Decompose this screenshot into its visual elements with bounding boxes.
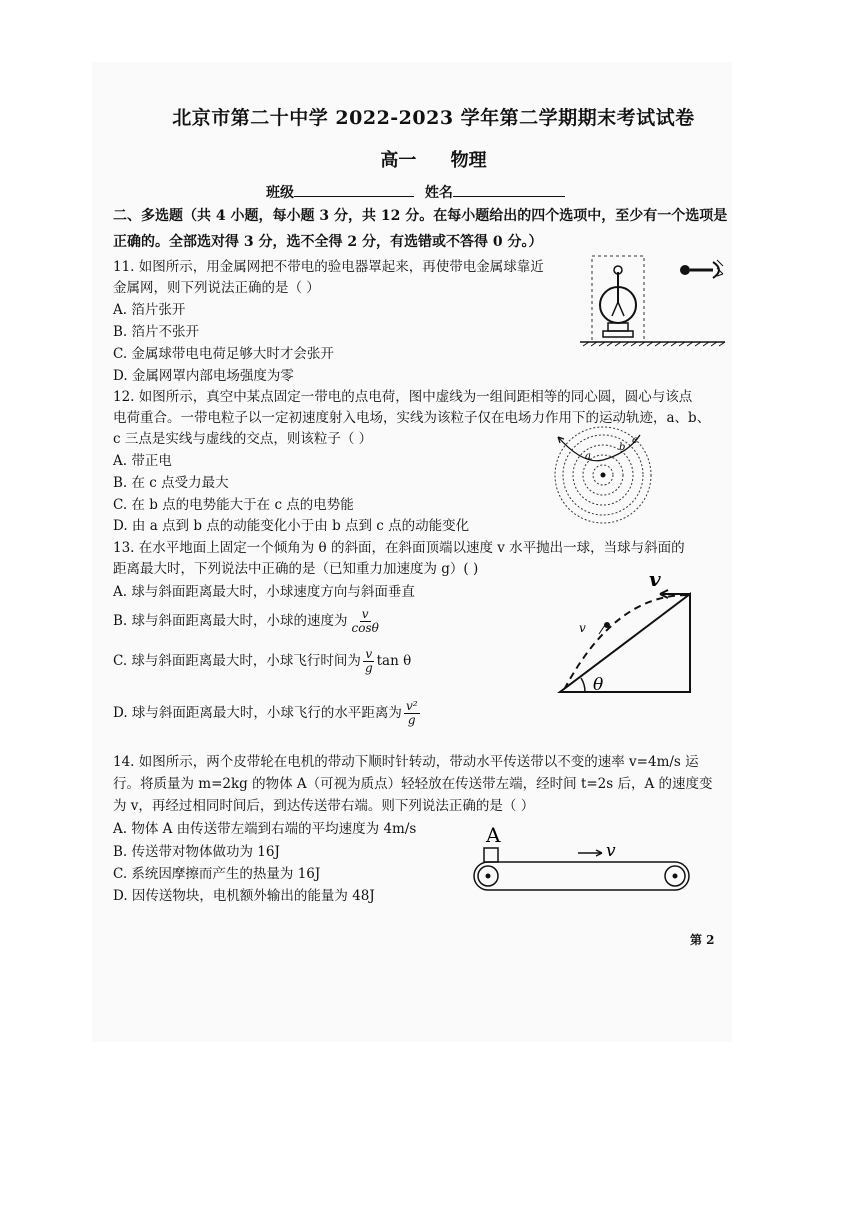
q12-option-b: B. 在 c 点受力最大	[113, 475, 229, 491]
fraction-denominator: g	[407, 713, 416, 728]
q14-block-label: A	[486, 823, 501, 847]
q14-option-c: C. 系统因摩擦而产生的热量为 16J	[113, 866, 321, 882]
q12-stem-line2: 电荷重合。一带电粒子以一定初速度射入电场，实线为该粒子仅在电场力作用下的运动轨迹，a、b、	[113, 410, 711, 426]
q13-option-b-text: B. 球与斜面距离最大时，小球的速度为	[113, 613, 348, 630]
point-c-label: c	[632, 435, 638, 446]
q11-electroscope-figure	[575, 250, 730, 355]
q12-option-d: D. 由 a 点到 b 点的动能变化小于由 b 点到 c 点的动能变化	[113, 518, 470, 534]
q13-theta-label: θ	[593, 675, 604, 695]
q13-velocity-label: v	[649, 570, 661, 591]
q13-stem-line1: 13. 在水平地面上固定一个倾角为 θ 的斜面，在斜面顶端以速度 v 水平抛出一球，当球与斜面的	[113, 540, 685, 556]
q14-stem-line3: 为 v，再经过相同时间后，到达传送带右端。则下列说法正确的是（ ）	[113, 798, 535, 814]
grade-label: 高一	[380, 150, 417, 171]
fraction-numerator: v	[361, 607, 369, 621]
subject-label: 物理	[450, 150, 487, 171]
name-blank[interactable]	[453, 182, 565, 197]
q13-option-d-fraction	[404, 700, 420, 727]
q13-stem-line2: 距离最大时，下列说法中正确的是（已知重力加速度为 g）( )	[113, 561, 479, 577]
q11-stem-line2: 金属网，则下列说法正确的是（ ）	[113, 280, 320, 296]
q13-option-b-fraction	[350, 608, 381, 635]
name-label: 姓名	[424, 185, 453, 201]
q11-option-a: A. 箔片张开	[113, 302, 186, 318]
subject-line	[0, 146, 867, 172]
q14-stem-line2: 行。将质量为 m=2kg 的物体 A（可视为质点）轻轻放在传送带左端，经时间 t=2s 后，A 的速度变	[113, 776, 713, 792]
q13-small-v-label: v	[579, 621, 586, 635]
class-label: 班级	[266, 185, 294, 201]
q12-option-c: C. 在 b 点的电势能大于在 c 点的电势能	[113, 497, 354, 513]
q13-incline-projectile-figure	[555, 570, 705, 698]
q14-velocity-label: v	[606, 841, 616, 861]
point-b-label: b	[619, 442, 626, 453]
q14-stem-line1: 14. 如图所示，两个皮带轮在电机的带动下顺时针转动，带动水平传送带以不变的速率 v=4m/s 运	[113, 754, 699, 770]
q11-option-b: B. 箔片不张开	[113, 324, 200, 340]
q13-option-d	[113, 700, 422, 727]
q11-option-c: C. 金属球带电电荷足够大时才会张开	[113, 346, 334, 362]
q14-option-a: A. 物体 A 由传送带左端到右端的平均速度为 4m/s	[113, 821, 417, 837]
q11-stem-line1: 11. 如图所示，用金属网把不带电的验电器罩起来，再使带电金属球靠近	[113, 259, 544, 275]
q13-option-c	[113, 648, 411, 675]
q14-option-d: D. 因传送物块，电机额外输出的能量为 48J	[113, 888, 375, 904]
section-instructions-line1: 二、多选题（共 4 小题，每小题 3 分，共 12 分。在每小题给出的四个选项中，至少有一个选项是	[113, 208, 728, 224]
fraction-denominator: cosθ	[351, 621, 379, 636]
q13-option-d-text: D. 球与斜面距离最大时，小球飞行的水平距离为	[113, 705, 402, 722]
q12-option-a: A. 带正电	[113, 453, 172, 469]
section-instructions-line2: 正确的。全部选对得 3 分，选不全得 2 分，有选错或不答得 0 分。）	[113, 234, 543, 250]
page-number: 第 2	[690, 933, 715, 947]
point-a-label: a	[585, 451, 591, 462]
q13-option-c-suffix: tan θ	[376, 653, 412, 670]
q12-stem-line1: 12. 如图所示，真空中某点固定一带电的点电荷，图中虚线为一组间距相等的同心圆，圆心与该点	[113, 389, 693, 405]
q13-option-c-fraction	[363, 648, 375, 675]
q13-option-a: A. 球与斜面距离最大时，小球速度方向与斜面垂直	[113, 584, 415, 600]
q14-option-b: B. 传送带对物体做功为 16J	[113, 844, 280, 860]
fraction-denominator: g	[364, 661, 373, 676]
fraction-numerator: v²	[405, 699, 418, 713]
q12-stem-line3: c 三点是实线与虚线的交点，则该粒子（ ）	[113, 431, 373, 447]
class-name-line	[266, 182, 565, 202]
exam-title: 北京市第二十中学 2022-2023 学年第二学期期末考试试卷	[172, 107, 695, 129]
q13-option-c-text: C. 球与斜面距离最大时，小球飞行时间为	[113, 653, 361, 670]
q11-option-d: D. 金属网罩内部电场强度为零	[113, 368, 294, 384]
q14-conveyor-belt-figure	[470, 822, 695, 894]
fraction-numerator: v	[365, 647, 373, 661]
q12-concentric-field-figure	[548, 425, 658, 525]
q13-option-b	[113, 608, 383, 635]
class-blank[interactable]	[294, 182, 414, 197]
